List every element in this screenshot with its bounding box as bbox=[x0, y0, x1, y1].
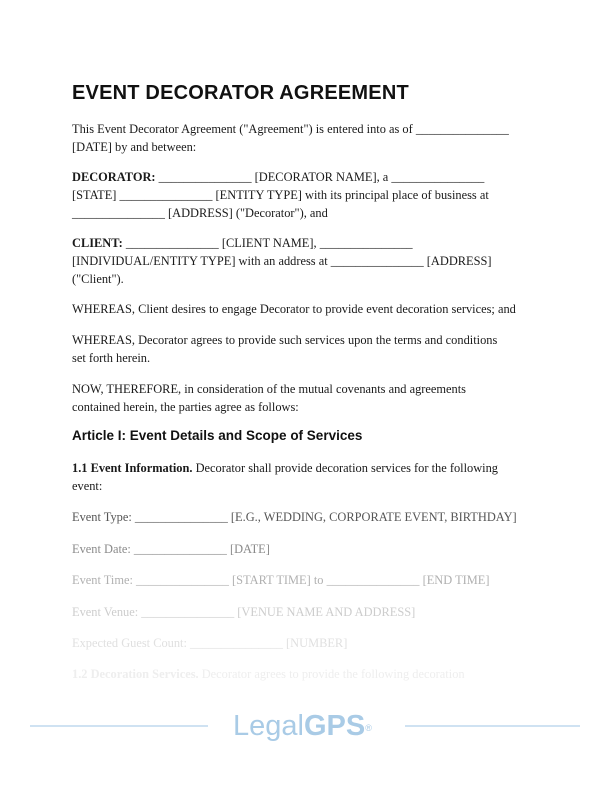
intro-paragraph bbox=[72, 120, 550, 156]
document-title: EVENT DECORATOR AGREEMENT bbox=[72, 82, 409, 104]
event-type-field: Event Type: _______________ [E.G., WEDDING, CORPORATE EVENT, BIRTHDAY] bbox=[72, 510, 517, 524]
field-line bbox=[72, 634, 550, 652]
registered-mark: ® bbox=[365, 723, 372, 733]
decorator-line: _______________ [ADDRESS] ("Decorator"), and bbox=[72, 206, 328, 220]
decorator-line: _______________ [DECORATOR NAME], a _______________ bbox=[155, 170, 485, 184]
section-text: Decorator shall provide decoration services for the following bbox=[192, 461, 498, 475]
intro-line: [DATE] by and between: bbox=[72, 140, 197, 154]
now-therefore-line: NOW, THEREFORE, in consideration of the mutual covenants and agreements bbox=[72, 382, 467, 396]
client-line: _______________ [CLIENT NAME], _______________ bbox=[122, 236, 413, 250]
article-heading: Article I: Event Details and Scope of Services bbox=[72, 428, 363, 443]
field-line bbox=[72, 508, 550, 526]
now-therefore-line: contained herein, the parties agree as follows: bbox=[72, 400, 299, 414]
intro-line: This Event Decorator Agreement ("Agreement") is entered into as of _______________ bbox=[72, 122, 509, 136]
whereas-line: WHEREAS, Client desires to engage Decorator to provide event decoration services; and bbox=[72, 302, 516, 316]
whereas-line: WHEREAS, Decorator agrees to provide such services upon the terms and conditions bbox=[72, 333, 498, 347]
logo-text-light: Legal bbox=[233, 710, 304, 742]
legalgps-logo bbox=[233, 708, 372, 744]
footer-divider bbox=[30, 725, 208, 727]
event-time-field: Event Time: _______________ [START TIME] to _______________ [END TIME] bbox=[72, 573, 490, 587]
field-line bbox=[72, 571, 550, 589]
client-line: ("Client"). bbox=[72, 272, 124, 286]
decorator-label: DECORATOR: bbox=[72, 170, 156, 184]
section-1-2 bbox=[72, 665, 550, 683]
event-venue-field: Event Venue: _______________ [VENUE NAME AND ADDRESS] bbox=[72, 605, 416, 619]
now-therefore-paragraph bbox=[72, 380, 550, 416]
logo-text-bold: GPS bbox=[303, 710, 366, 742]
section-text: Decorator agrees to provide the following decoration bbox=[198, 667, 465, 681]
decorator-paragraph bbox=[72, 168, 550, 222]
footer-divider bbox=[405, 725, 580, 727]
whereas-paragraph bbox=[72, 300, 550, 318]
client-line: [INDIVIDUAL/ENTITY TYPE] with an address at _______________ [ADDRESS] bbox=[72, 254, 492, 268]
whereas-line: set forth herein. bbox=[72, 351, 151, 365]
footer bbox=[0, 704, 612, 748]
field-line bbox=[72, 540, 550, 558]
field-line bbox=[72, 603, 550, 621]
client-label: CLIENT: bbox=[72, 236, 123, 250]
whereas-paragraph bbox=[72, 331, 550, 367]
client-paragraph bbox=[72, 234, 550, 288]
guest-count-field: Expected Guest Count: _______________ [NUMBER] bbox=[72, 636, 348, 650]
decorator-line: [STATE] _______________ [ENTITY TYPE] with its principal place of business at bbox=[72, 188, 489, 202]
section-1-1 bbox=[72, 459, 550, 495]
section-text: event: bbox=[72, 479, 103, 493]
section-label: 1.2 Decoration Services. bbox=[72, 667, 199, 681]
section-label: 1.1 Event Information. bbox=[72, 461, 193, 475]
event-date-field: Event Date: _______________ [DATE] bbox=[72, 542, 270, 556]
